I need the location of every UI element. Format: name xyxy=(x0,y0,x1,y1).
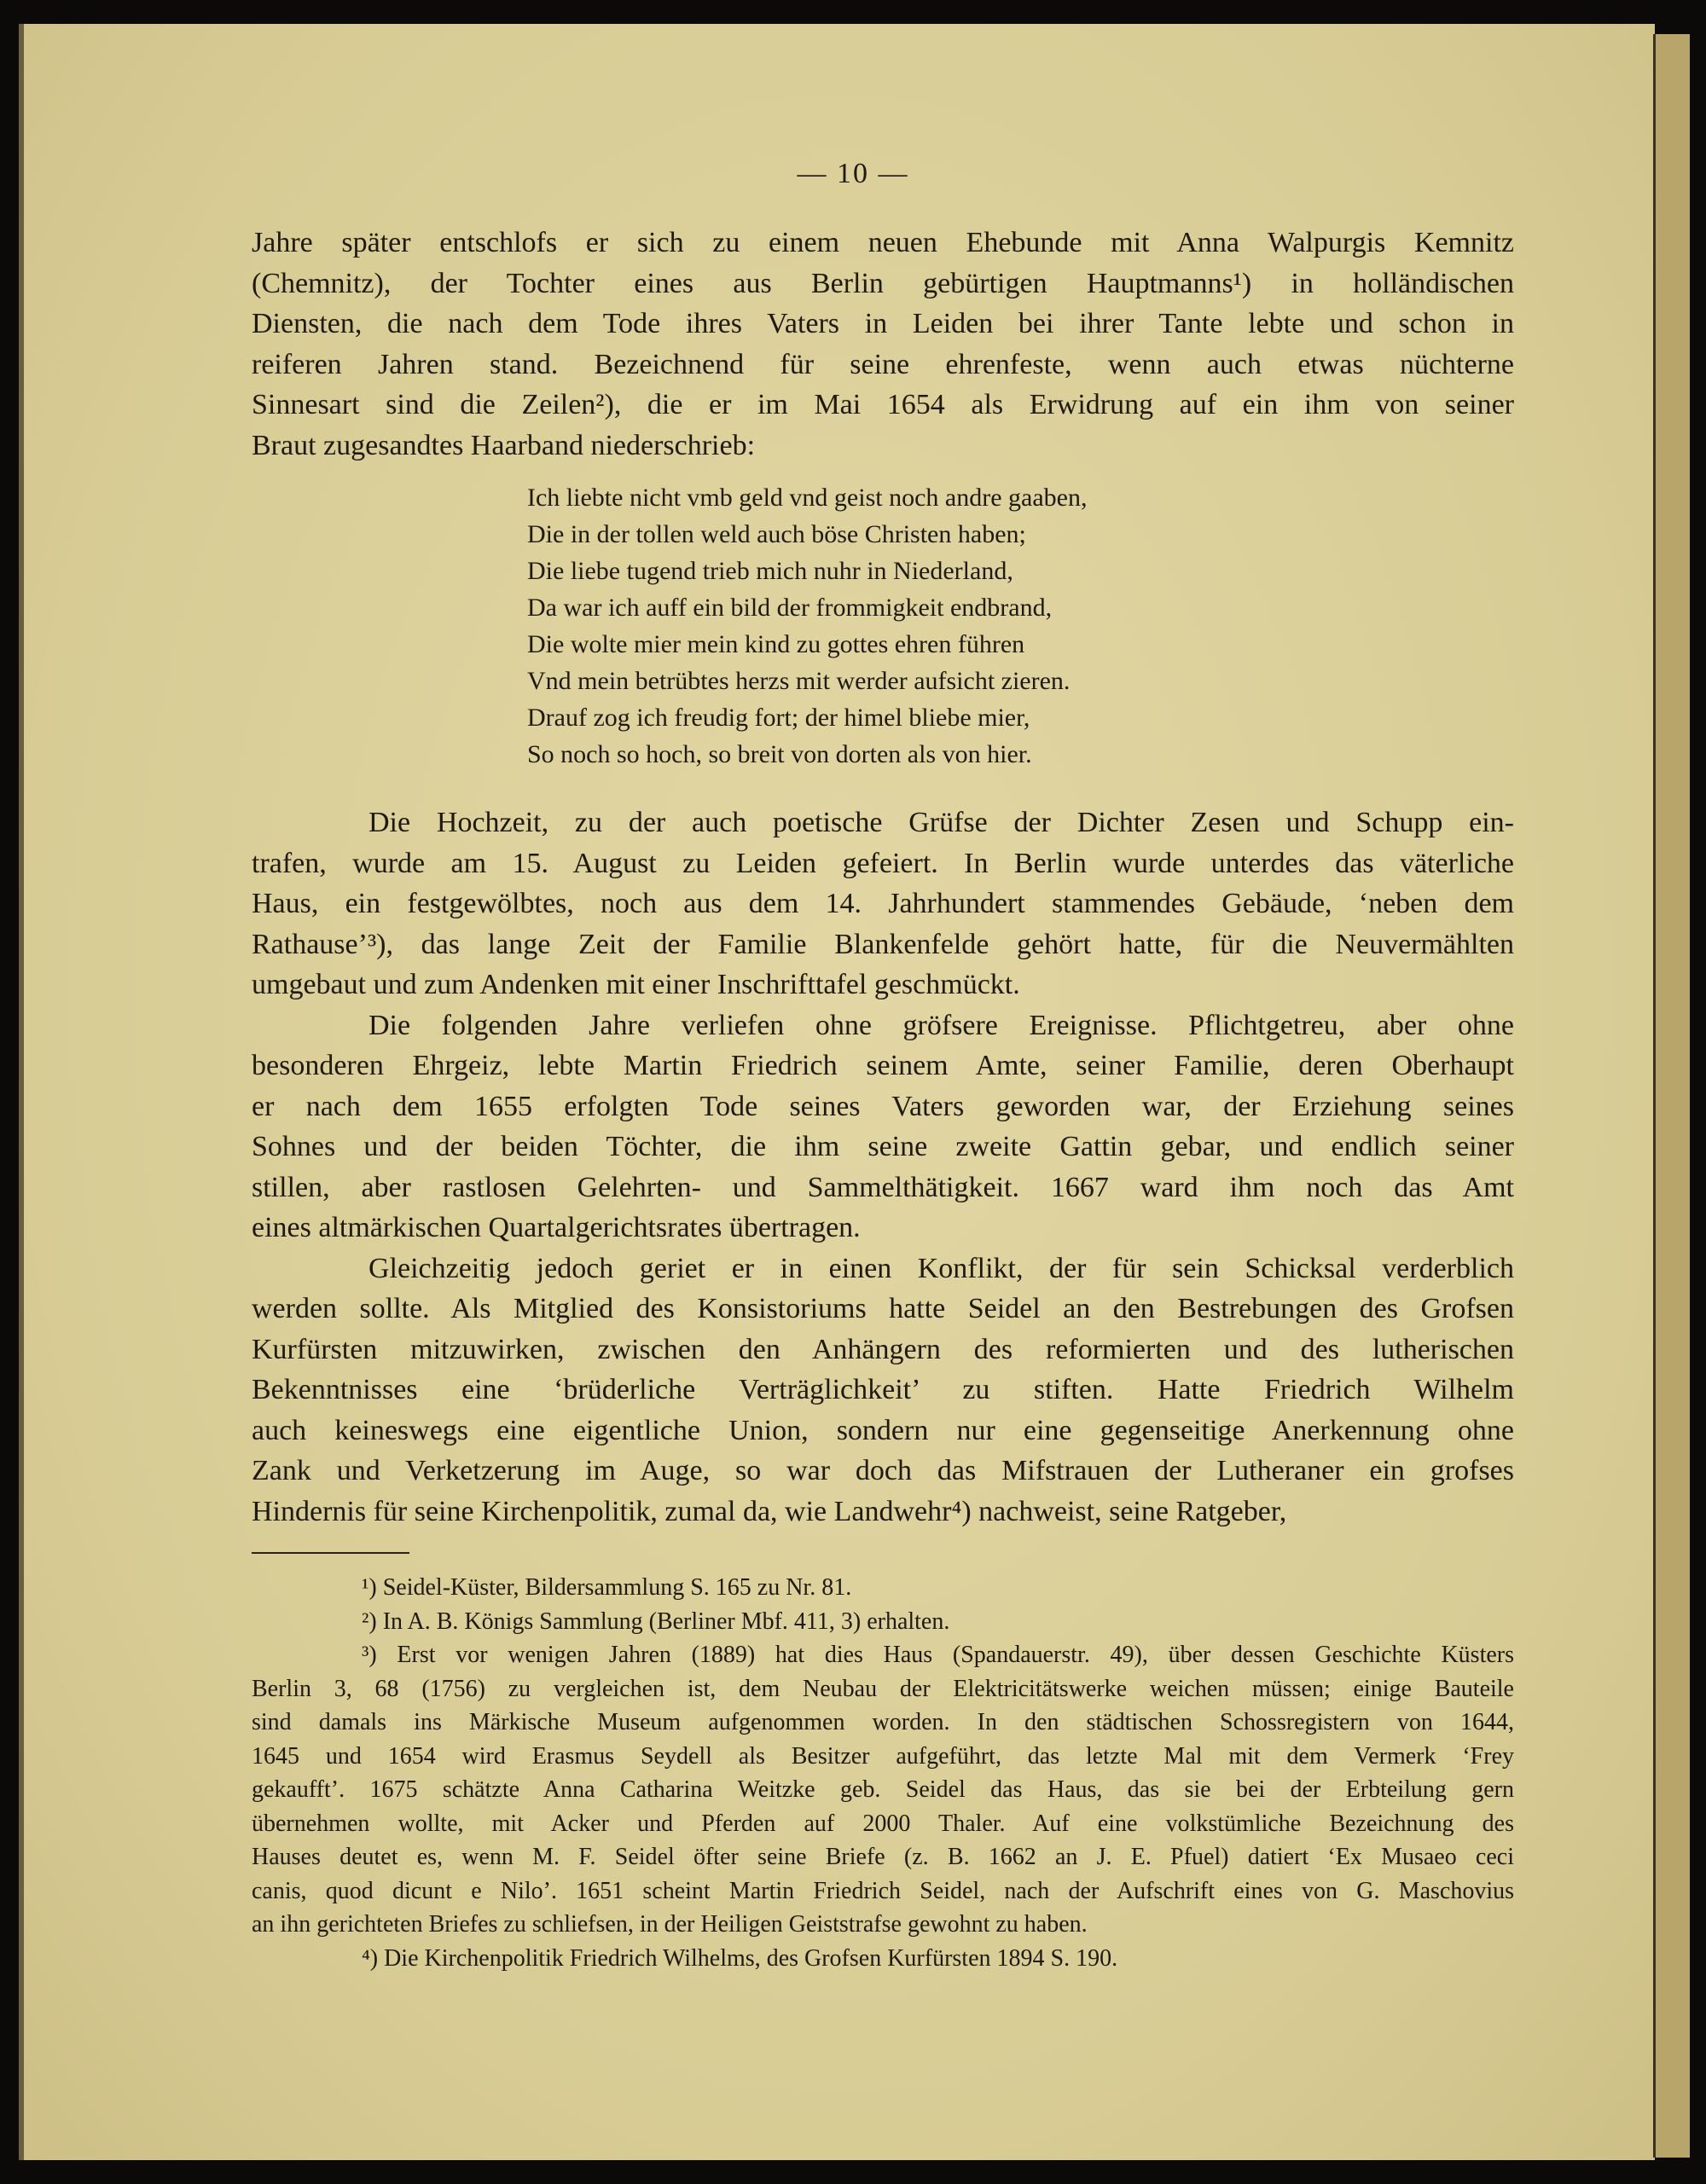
body-text-line: Bekenntnisses eine ‘brüderliche Verträglichkeit’ zu stiften. Hatte Friedrich Wilhelm xyxy=(252,1374,1514,1405)
body-text-line: Rathause’³), das lange Zeit der Familie Blankenfelde gehört hatte, für die Neuvermählten xyxy=(252,928,1514,960)
body-text-line: Gleichzeitig jedoch geriet er in einen Konflikt, der für sein Schicksal verderblich xyxy=(368,1252,1514,1284)
body-text-line: werden sollte. Als Mitglied des Konsistoriums hatte Seidel an den Bestrebungen des Grofsen xyxy=(252,1293,1514,1324)
footnote-line: sind damals ins Märkische Museum aufgenommen worden. In den städtischen Schossregistern von 1644, xyxy=(252,1709,1514,1735)
footnote-line: ⁴) Die Kirchenpolitik Friedrich Wilhelms, des Grofsen Kurfürsten 1894 S. 190. xyxy=(362,1944,1118,1972)
body-text-line: Diensten, die nach dem Tode ihres Vaters in Leiden bei ihrer Tante lebte und schon in xyxy=(252,308,1514,339)
body-text-line: eines altmärkischen Quartalgerichtsrates übertragen. xyxy=(252,1212,861,1243)
page-number: — 10 — xyxy=(797,158,909,189)
footnote-line: übernehmen wollte, mit Acker und Pferden auf 2000 Thaler. Auf eine volkstümliche Bezeichnung des xyxy=(252,1810,1514,1837)
body-text-line: Sinnesart sind die Zeilen²), die er im Mai 1654 als Erwidrung auf ein ihm von seiner xyxy=(252,389,1514,420)
adjacent-page-edge xyxy=(1653,34,1690,2158)
body-text-line: Hindernis für seine Kirchenpolitik, zumal da, wie Landwehr⁴) nachweist, seine Ratgeber, xyxy=(252,1495,1287,1527)
body-text-line: Haus, ein festgewölbtes, noch aus dem 14. Jahrhundert stammendes Gebäude, ‘neben dem xyxy=(252,888,1514,919)
body-text-line: auch keineswegs eine eigentliche Union, sondern nur eine gegenseitige Anerkennung ohne xyxy=(252,1414,1514,1446)
poem-line: Vnd mein betrübtes herzs mit werder aufsicht zieren. xyxy=(527,667,1071,695)
body-text-line: Sohnes und der beiden Töchter, die ihm seine zweite Gattin gebar, und endlich seiner xyxy=(252,1131,1514,1162)
body-text-line: Die Hochzeit, zu der auch poetische Grüfse der Dichter Zesen und Schupp ein- xyxy=(368,807,1514,838)
body-text-line: besonderen Ehrgeiz, lebte Martin Friedrich seinem Amte, seiner Familie, deren Oberhaupt xyxy=(252,1050,1514,1081)
footnote-line: ²) In A. B. Königs Sammlung (Berliner Mbf. 411, 3) erhalten. xyxy=(362,1608,950,1635)
footnote-line: ³) Erst vor wenigen Jahren (1889) hat dies Haus (Spandauerstr. 49), über dessen Geschichte Küsters xyxy=(362,1642,1514,1668)
footnote-line: gekaufft’. 1675 schätzte Anna Catharina Weitzke geb. Seidel das Haus, das sie bei der Erbteilung gern xyxy=(252,1776,1514,1803)
poem-line: Die wolte mier mein kind zu gottes ehren führen xyxy=(527,630,1025,658)
footnote-line: ¹) Seidel-Küster, Bildersammlung S. 165 zu Nr. 81. xyxy=(362,1574,852,1601)
footnote-line: an ihn gerichteten Briefes zu schliefsen, in der Heiligen Geiststrafse gewohnt zu haben. xyxy=(252,1911,1088,1938)
poem-line: Drauf zog ich freudig fort; der himel bliebe mier, xyxy=(527,704,1030,732)
body-text-line: er nach dem 1655 erfolgten Tode seines Vaters geworden war, der Erziehung seines xyxy=(252,1090,1514,1122)
footnote-line: Hauses deutet es, wenn M. F. Seidel öfter seine Briefe (z. B. 1662 an J. E. Pfuel) datiert ‘Ex Musaeo ceci xyxy=(252,1844,1514,1870)
poem-line: Die liebe tugend trieb mich nuhr in Niederland, xyxy=(527,557,1013,585)
body-text-line: Kurfürsten mitzuwirken, zwischen den Anhängern des reformierten und des lutherischen xyxy=(252,1333,1514,1365)
poem-line: Da war ich auff ein bild der frommigkeit endbrand, xyxy=(527,594,1053,622)
body-text-line: Jahre später entschlofs er sich zu einem neuen Ehebunde mit Anna Walpurgis Kemnitz xyxy=(252,227,1514,258)
poem-line: Die in der tollen weld auch böse Christen haben; xyxy=(527,520,1026,548)
body-text-line: Braut zugesandtes Haarband niederschrieb: xyxy=(252,429,756,461)
footnote-line: 1645 und 1654 wird Erasmus Seydell als Besitzer aufgeführt, das letzte Mal mit dem Vermerk ‘Frey xyxy=(252,1742,1514,1770)
body-text-line: reiferen Jahren stand. Bezeichnend für seine ehrenfeste, wenn auch etwas nüchterne xyxy=(252,348,1514,380)
body-text-line: stillen, aber rastlosen Gelehrten- und Sammelthätigkeit. 1667 ward ihm noch das Amt xyxy=(252,1171,1514,1203)
poem-line: So noch so hoch, so breit von dorten als von hier. xyxy=(527,740,1032,768)
body-text-line: (Chemnitz), der Tochter eines aus Berlin gebürtigen Hauptmanns¹) in holländischen xyxy=(252,267,1514,299)
footnote-rule xyxy=(252,1552,409,1554)
body-text-line: trafen, wurde am 15. August zu Leiden gefeiert. In Berlin wurde unterdes das väterliche xyxy=(252,847,1514,879)
body-text-line: umgebaut und zum Andenken mit einer Inschrifttafel geschmückt. xyxy=(252,969,1020,1000)
footnote-line: Berlin 3, 68 (1756) zu vergleichen ist, dem Neubau der Elektricitätswerke weichen müssen; einige Bauteile xyxy=(252,1675,1514,1702)
body-text-line: Zank und Verketzerung im Auge, so war doch das Mifstrauen der Lutheraner ein grofses xyxy=(252,1455,1514,1486)
footnote-line: canis, quod dicunt e Nilo’. 1651 scheint Martin Friedrich Seidel, nach der Aufschrift eines von G. Maschovius xyxy=(252,1877,1514,1904)
poem-line: Ich liebte nicht vmb geld vnd geist noch andre gaaben, xyxy=(527,484,1088,512)
body-text-line: Die folgenden Jahre verliefen ohne gröfsere Ereignisse. Pflichtgetreu, aber ohne xyxy=(368,1009,1514,1041)
